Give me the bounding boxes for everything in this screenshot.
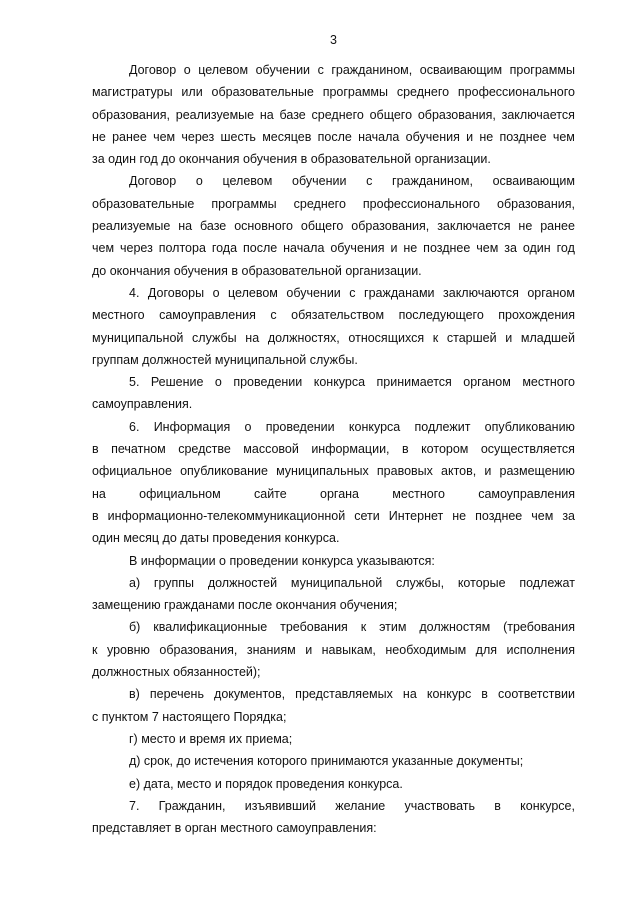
info-list-intro xyxy=(92,550,575,572)
word: самоуправления xyxy=(478,486,575,501)
word: службы, xyxy=(396,575,445,590)
info-item-g xyxy=(92,728,575,750)
word: конкурса xyxy=(348,419,401,434)
word: на xyxy=(402,687,417,702)
word: не xyxy=(92,129,106,144)
word: Договор xyxy=(129,63,177,77)
word: заключаются xyxy=(443,285,519,300)
word: для xyxy=(475,642,498,657)
word: месяцев xyxy=(262,129,312,144)
word: о xyxy=(212,285,220,300)
word: конкурсе, xyxy=(520,798,575,813)
word: начала xyxy=(358,129,400,144)
word: магистратуры xyxy=(92,85,173,100)
clause-4 xyxy=(92,282,575,371)
paragraph-line xyxy=(92,639,575,661)
word: целевом xyxy=(222,174,273,189)
word: проведении xyxy=(265,419,335,434)
word: и xyxy=(484,464,492,479)
word: опубликованию xyxy=(484,419,575,434)
word: начала xyxy=(283,241,325,256)
word: подлежит xyxy=(414,419,471,434)
word: осваивающим xyxy=(419,63,503,77)
word: за xyxy=(562,508,575,523)
word: 7. xyxy=(129,798,140,813)
word: необходимым xyxy=(385,642,467,657)
word: о xyxy=(214,375,222,390)
word: на xyxy=(245,330,260,345)
word: органом xyxy=(527,285,575,300)
word: подлежат xyxy=(519,575,575,590)
paragraph-line: до окончания обучения в образовательной организации. xyxy=(92,263,422,278)
word: старшей xyxy=(446,330,497,345)
word: требования xyxy=(280,620,348,635)
word: должностях, xyxy=(267,330,340,345)
paragraph-line xyxy=(92,460,575,482)
word: и xyxy=(390,241,398,256)
word: к xyxy=(360,620,367,635)
word: о xyxy=(195,174,203,189)
word: желание xyxy=(335,798,386,813)
word: навыкам, xyxy=(321,642,376,657)
word: обучении xyxy=(255,63,311,77)
word: местного xyxy=(522,375,575,390)
word: самоуправления xyxy=(159,308,256,323)
info-item-v xyxy=(92,683,575,728)
word: а) xyxy=(129,575,141,590)
word: с xyxy=(349,285,356,300)
word: муниципальных xyxy=(276,464,369,479)
word: после xyxy=(317,129,352,144)
word: профессионального xyxy=(457,85,575,100)
word: через xyxy=(181,129,215,144)
word: общего xyxy=(369,107,413,122)
word: полтора xyxy=(158,241,206,256)
word: официальное xyxy=(92,464,172,479)
word: печатном xyxy=(111,442,166,457)
paragraph-line xyxy=(92,572,575,594)
word: среднего xyxy=(293,196,346,211)
word: проведении xyxy=(233,375,303,390)
paragraph-contract-spo xyxy=(92,170,575,281)
word: общего xyxy=(300,219,344,234)
word: реализуемые xyxy=(92,219,171,234)
paragraph-line xyxy=(92,237,575,259)
word: гражданином, xyxy=(392,174,473,189)
info-item-e xyxy=(92,773,575,795)
word: чем xyxy=(92,241,115,256)
clause-7 xyxy=(92,795,575,840)
info-item-d xyxy=(92,750,575,772)
word: 4. xyxy=(129,285,140,300)
paragraph-line: один месяц до даты проведения конкурса. xyxy=(92,531,340,546)
word: о xyxy=(183,63,191,77)
word: Договор xyxy=(129,174,177,189)
word: позднее xyxy=(499,129,547,144)
word: правовых xyxy=(376,464,433,479)
word: средстве xyxy=(178,442,231,457)
word: заключается xyxy=(501,107,575,122)
paragraph-line xyxy=(92,505,575,527)
word: (требования xyxy=(503,620,575,635)
paragraph-line: замещению гражданами после окончания обучения; xyxy=(92,598,398,613)
info-item-b xyxy=(92,616,575,683)
word: группы xyxy=(153,575,195,590)
document-body xyxy=(92,59,575,839)
word: позднее xyxy=(423,241,471,256)
paragraph-line: г) место и время их приема; xyxy=(129,731,293,746)
paragraph-line: представляет в орган местного самоуправления: xyxy=(92,821,377,836)
word: обучения xyxy=(405,129,460,144)
word: муниципальной xyxy=(290,575,383,590)
word: информации, xyxy=(311,442,390,457)
word: образования, xyxy=(351,219,430,234)
word: актов, xyxy=(441,464,477,479)
word: к xyxy=(92,642,98,657)
word: осваивающим xyxy=(492,174,575,189)
word: ранее xyxy=(540,219,575,234)
word: Гражданин, xyxy=(158,798,226,813)
word: на xyxy=(178,219,193,234)
word: с xyxy=(317,63,324,77)
word: на xyxy=(259,107,274,122)
word: образования, xyxy=(417,107,496,122)
word: официальном xyxy=(139,486,221,501)
word: органа xyxy=(320,486,360,501)
word: участвовать xyxy=(404,798,476,813)
word: изъявивший xyxy=(244,798,317,813)
word: должностям xyxy=(419,620,491,635)
word: целевом xyxy=(228,285,278,300)
word: образовательные xyxy=(92,196,195,211)
word: сети xyxy=(354,508,380,523)
word: не xyxy=(452,508,467,523)
word: последующего xyxy=(398,308,484,323)
clause-5 xyxy=(92,371,575,416)
page-number: 3 xyxy=(330,33,337,47)
paragraph-line xyxy=(92,438,575,460)
word: гражданами xyxy=(364,285,435,300)
word: не xyxy=(403,241,418,256)
word: в xyxy=(401,442,409,457)
word: образования, xyxy=(92,107,170,122)
word: младшей xyxy=(520,330,575,345)
word: службы xyxy=(192,330,237,345)
word: квалификационные xyxy=(153,620,268,635)
word: с xyxy=(366,174,373,189)
word: Решение xyxy=(150,375,204,390)
word: образовательные xyxy=(211,85,314,100)
word: обучении xyxy=(292,174,347,189)
word: конкурса xyxy=(313,375,366,390)
word: заключается xyxy=(437,219,511,234)
word: в xyxy=(92,508,99,523)
word: базе xyxy=(200,219,227,234)
clause-6 xyxy=(92,416,575,550)
word: не xyxy=(479,129,494,144)
word: обучении xyxy=(286,285,341,300)
word: в xyxy=(481,687,488,702)
word: перечень xyxy=(149,687,204,702)
word: массовой xyxy=(243,442,299,457)
paragraph-line xyxy=(92,304,575,326)
word: местного xyxy=(392,486,445,501)
paragraph-line: е) дата, место и порядок проведения конкурса. xyxy=(129,776,403,791)
word: Информация xyxy=(153,419,231,434)
word: б) xyxy=(129,620,141,635)
word: относящихся xyxy=(348,330,425,345)
paragraph-line: с пунктом 7 настоящего Порядка; xyxy=(92,709,287,724)
word: знаниям xyxy=(246,642,296,657)
word: и xyxy=(505,330,513,345)
word: реализуемые xyxy=(175,107,255,122)
word: исполнения xyxy=(506,642,575,657)
paragraph-line xyxy=(92,795,575,817)
word: представляемых xyxy=(295,687,393,702)
word: на xyxy=(92,486,106,501)
word: сайте xyxy=(254,486,287,501)
paragraph-line xyxy=(92,104,575,126)
word: 6. xyxy=(129,419,140,434)
word: один xyxy=(522,241,551,256)
word: гражданином, xyxy=(331,63,413,77)
word: среднего xyxy=(311,107,364,122)
word: 5. xyxy=(129,375,140,390)
word: Договоры xyxy=(147,285,205,300)
word: чем xyxy=(531,508,554,523)
word: прохождения xyxy=(498,308,575,323)
paragraph-line: самоуправления. xyxy=(92,397,193,412)
word: чем xyxy=(153,129,176,144)
word: программы xyxy=(211,196,277,211)
paragraph-line xyxy=(92,215,575,237)
word: этим xyxy=(379,620,407,635)
word: и xyxy=(466,129,474,144)
word: обучения xyxy=(330,241,385,256)
word: или xyxy=(181,85,203,100)
paragraph-line xyxy=(92,416,575,438)
paragraph-line xyxy=(92,193,575,215)
word: в) xyxy=(129,687,140,702)
word: размещению xyxy=(499,464,575,479)
paragraph-line xyxy=(92,282,575,304)
word: информационно-телекоммуникационной xyxy=(107,508,346,523)
word: программы xyxy=(509,63,575,77)
paragraph-line xyxy=(92,59,575,81)
paragraph-line: группам должностей муниципальной службы. xyxy=(92,352,358,367)
word: к xyxy=(432,330,439,345)
paragraph-line xyxy=(92,126,575,148)
paragraph-line: за один год до окончания обучения в образовательной организации. xyxy=(92,152,491,167)
paragraph-line xyxy=(92,483,575,505)
word: позднее xyxy=(475,508,523,523)
word: целевом xyxy=(198,63,249,77)
word: чем xyxy=(552,129,575,144)
word: образования, xyxy=(497,196,575,211)
word: в xyxy=(494,798,501,813)
word: через xyxy=(119,241,153,256)
word: образования, xyxy=(159,642,238,657)
word: документов, xyxy=(214,687,286,702)
word: среднего xyxy=(396,85,450,100)
word: с xyxy=(270,308,277,323)
word: опубликование xyxy=(180,464,268,479)
word: базе xyxy=(279,107,306,122)
word: котором xyxy=(421,442,469,457)
word: программы xyxy=(322,85,388,100)
word: год xyxy=(556,241,575,256)
word: органом xyxy=(463,375,511,390)
word: профессионального xyxy=(362,196,481,211)
word: осуществляется xyxy=(480,442,575,457)
word: и xyxy=(305,642,313,657)
word: основного xyxy=(234,219,293,234)
paragraph-line: должностных обязанностей); xyxy=(92,665,261,680)
word: соответствии xyxy=(498,687,575,702)
word: местного xyxy=(92,308,145,323)
word: после xyxy=(242,241,278,256)
paragraph-line: д) срок, до истечения которого принимаются указанные документы; xyxy=(129,754,524,769)
word: шесть xyxy=(220,129,256,144)
word: обязательством xyxy=(291,308,385,323)
paragraph-line xyxy=(92,683,575,705)
paragraph-line xyxy=(92,371,575,393)
paragraph-line xyxy=(92,327,575,349)
word: которые xyxy=(457,575,506,590)
word: конкурс xyxy=(426,687,472,702)
word: чем xyxy=(476,241,499,256)
info-item-a xyxy=(92,572,575,617)
word: уровню xyxy=(106,642,150,657)
word: должностей xyxy=(207,575,278,590)
word: муниципальной xyxy=(92,330,184,345)
word: ранее xyxy=(112,129,147,144)
word: за xyxy=(504,241,517,256)
word: принимается xyxy=(376,375,452,390)
paragraph-contract-magistracy xyxy=(92,59,575,170)
word: в xyxy=(92,442,99,457)
paragraph-line xyxy=(92,170,575,192)
word: года xyxy=(211,241,238,256)
paragraph-line xyxy=(92,81,575,103)
word: Интернет xyxy=(388,508,444,523)
word: не xyxy=(518,219,533,234)
word: о xyxy=(244,419,252,434)
paragraph-line xyxy=(92,616,575,638)
paragraph-line: В информации о проведении конкурса указываются: xyxy=(129,553,435,568)
